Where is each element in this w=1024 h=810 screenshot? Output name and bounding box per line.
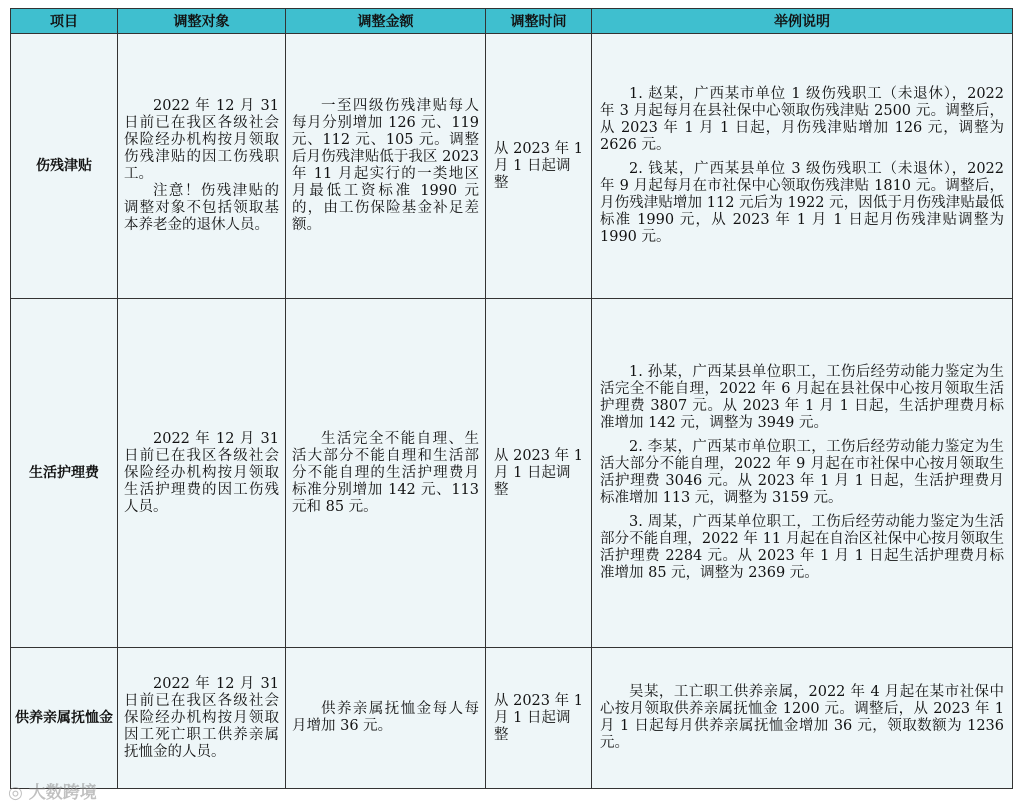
object-text: 2022 年 12 月 31 日前已在我区各级社会保险经办机构按月领取伤残津贴的因工伤残职工。 bbox=[124, 98, 279, 182]
header-item: 项目 bbox=[11, 9, 118, 34]
row-object-cell bbox=[118, 648, 286, 789]
example-text: 吴某，工亡职工供养亲属，2022 年 4 月起在某市社保中心按月领取供养亲属抚恤金 1200 元。调整后，从 2023 年 1 月 1 日起每月供养亲属抚恤金增加 36 元，领取数额为 1236 元。 bbox=[600, 684, 1004, 751]
header-examples: 举例说明 bbox=[592, 9, 1013, 34]
policy-table bbox=[10, 8, 1013, 789]
example-text: 3. 周某，广西某单位职工，工伤后经劳动能力鉴定为生活部分不能自理，2022 年 11 月起在自治区社保中心按月领取生活护理费 2284 元。从 2023 年 1 月 1 日起生活护理费月标准增加 85 元，调整为 2369 元。 bbox=[600, 514, 1004, 581]
row-item-label: 伤残津贴 bbox=[11, 34, 118, 299]
watermark-icon: ◎ bbox=[8, 783, 29, 803]
table-row bbox=[11, 648, 1013, 789]
object-text: 2022 年 12 月 31 日前已在我区各级社会保险经办机构按月领取因工死亡职工供养亲属抚恤金的人员。 bbox=[124, 675, 279, 760]
row-amount-cell bbox=[286, 648, 486, 789]
row-amount-cell bbox=[286, 34, 486, 299]
row-time-cell: 从 2023 年 1 月 1 日起调整 bbox=[486, 34, 592, 299]
amount-text: 生活完全不能自理、生活大部分不能自理和生活部分不能自理的生活护理费月标准分别增加 142 元、113 元和 85 元。 bbox=[292, 430, 479, 515]
row-examples-cell bbox=[592, 299, 1013, 648]
row-time-cell: 从 2023 年 1 月 1 日起调整 bbox=[486, 299, 592, 648]
amount-text: 一至四级伤残津贴每人每月分别增加 126 元、119 元、112 元、105 元。调整后月伤残津贴低于我区 2023 年 11 月起实行的一类地区月最低工资标准 1990 元的，由工伤保险基金补足差额。 bbox=[292, 98, 479, 233]
amount-text: 供养亲属抚恤金每人每月增加 36 元。 bbox=[292, 701, 479, 734]
row-object-cell bbox=[118, 299, 286, 648]
table-row bbox=[11, 299, 1013, 648]
watermark-logo bbox=[8, 778, 97, 803]
row-amount-cell bbox=[286, 299, 486, 648]
example-text: 2. 李某，广西某市单位职工，工伤后经劳动能力鉴定为生活大部分不能自理，2022 年 9 月起在市社保中心按月领取生活护理费 3046 元。从 2023 年 1 月 1 日起，生活护理费月标准增加 113 元，调整为 3159 元。 bbox=[600, 439, 1004, 506]
header-time: 调整时间 bbox=[486, 9, 592, 34]
header-row bbox=[11, 9, 1013, 34]
row-examples-cell bbox=[592, 648, 1013, 789]
object-note: 注意！伤残津贴的调整对象不包括领取基本养老金的退休人员。 bbox=[124, 183, 279, 233]
row-item-label: 生活护理费 bbox=[11, 299, 118, 648]
row-examples-cell bbox=[592, 34, 1013, 299]
example-text: 1. 孙某，广西某县单位职工，工伤后经劳动能力鉴定为生活完全不能自理，2022 年 6 月起在县社保中心按月领取生活护理费 3807 元。从 2023 年 1 月 1 日起，生活护理费月标准增加 142 元，调整为 3949 元。 bbox=[600, 364, 1004, 431]
example-text: 1. 赵某，广西某市单位 1 级伤残职工（未退休），2022 年 3 月起每月在县社保中心领取伤残津贴 2500 元。调整后，从 2023 年 1 月 1 日起，月伤残津贴增加 126 元，调整为 2626 元。 bbox=[600, 86, 1004, 153]
object-text: 2022 年 12 月 31 日前已在我区各级社会保险经办机构按月领取生活护理费的因工伤残人员。 bbox=[124, 430, 279, 515]
watermark-text: 大数跨境 bbox=[28, 783, 97, 803]
row-item-label: 供养亲属抚恤金 bbox=[11, 648, 118, 789]
table-row bbox=[11, 34, 1013, 299]
row-time-cell: 从 2023 年 1 月 1 日起调整 bbox=[486, 648, 592, 789]
row-object-cell bbox=[118, 34, 286, 299]
header-object: 调整对象 bbox=[118, 9, 286, 34]
example-text: 2. 钱某，广西某县单位 3 级伤残职工（未退休），2022 年 9 月起每月在市社保中心领取伤残津贴 1810 元。调整后，月伤残津贴增加 112 元后为 1922 元，因低于月伤残津贴最低标准 1990 元，从 2023 年 1 月 1 日起月伤残津贴调整为 1990 元。 bbox=[600, 161, 1004, 245]
header-amount: 调整金额 bbox=[286, 9, 486, 34]
